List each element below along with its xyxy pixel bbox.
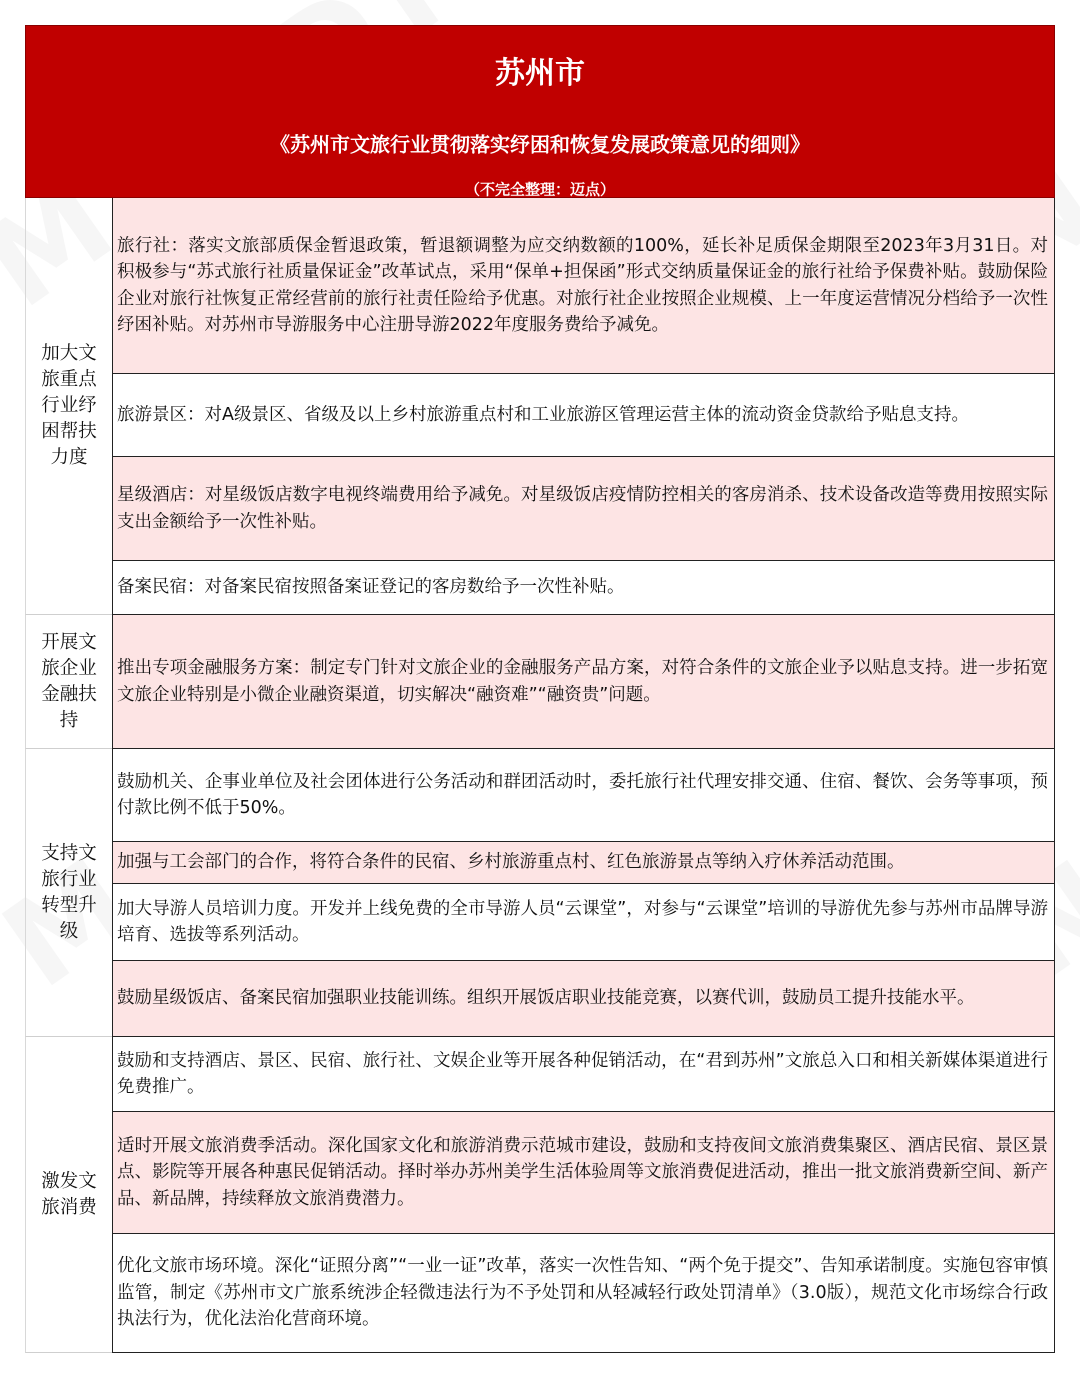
policy-row	[112, 1037, 1055, 1112]
policy-row	[112, 457, 1055, 561]
document-title: 《苏州市文旅行业贯彻落实纾困和恢复发展政策意见的细则》	[270, 132, 810, 157]
policy-text: 备案民宿：对备案民宿按照备案证登记的客房数给予一次性补贴。	[117, 577, 625, 598]
policy-text: 加强与工会部门的合作，将符合条件的民宿、乡村旅游重点村、红色旅游景点等纳入疗休养活动范围。	[117, 852, 905, 873]
policy-text: 加大导游人员培训力度。开发并上线免费的全市导游人员“云课堂”，对参与“云课堂”培训的导游优先参与苏州市品牌导游培育、选拔等系列活动。	[117, 898, 1048, 945]
category-label: 支持文旅行业转型升级	[41, 842, 97, 942]
policy-row	[112, 561, 1055, 615]
policy-row	[112, 749, 1055, 842]
category-label: 开展文旅企业金融扶持	[41, 631, 97, 731]
header-banner	[25, 25, 1055, 198]
policy-row	[112, 961, 1055, 1037]
category-cell	[25, 749, 112, 1037]
source-note: （不完全整理：迈点）	[464, 180, 615, 199]
policy-row	[112, 1112, 1055, 1234]
policy-text: 星级酒店：对星级饭店数字电视终端费用给予减免。对星级饭店疫情防控相关的客房消杀、技术设备改造等费用按照实际支出金额给予一次性补贴。	[117, 485, 1048, 532]
policy-row	[112, 1234, 1055, 1353]
policy-text: 推出专项金融服务方案：制定专门针对文旅企业的金融服务产品方案，对符合条件的文旅企业予以贴息支持。进一步拓宽文旅企业特别是小微企业融资渠道，切实解决“融资难”“融资贵”问题。	[117, 658, 1048, 705]
policy-text: 鼓励机关、企事业单位及社会团体进行公务活动和群团活动时，委托旅行社代理安排交通、住宿、餐饮、会务等事项，预付款比例不低于50%。	[117, 771, 1048, 818]
policy-text: 优化文旅市场环境。深化“证照分离”“一业一证”改革，落实一次性告知、“两个免于提交”、告知承诺制度。实施包容审慎监管，制定《苏州市文广旅系统涉企轻微违法行为不予处罚和从轻减轻行政处罚清单》（3.0版），规范文化市场综合行政执法行为，优化法治化营商环境。	[117, 1256, 1048, 1330]
category-cell	[25, 198, 112, 615]
policy-text: 适时开展文旅消费季活动。深化国家文化和旅游消费示范城市建设，鼓励和支持夜间文旅消费集聚区、酒店民宿、景区景点、影院等开展各种惠民促销活动。择时举办苏州美学生活体验周等文旅消费促进活动，推出一批文旅消费新空间、新产品、新品牌，持续释放文旅消费潜力。	[117, 1135, 1048, 1209]
city-title: 苏州市	[495, 56, 585, 91]
category-cell	[25, 615, 112, 749]
policy-row	[112, 884, 1055, 961]
policy-text: 鼓励星级饭店、备案民宿加强职业技能训练。组织开展饭店职业技能竞赛，以赛代训，鼓励员工提升技能水平。	[117, 988, 975, 1009]
category-label: 激发文旅消费	[41, 1170, 97, 1218]
category-label: 加大文旅重点行业纾困帮扶力度	[41, 343, 97, 468]
policy-row	[112, 198, 1055, 374]
category-cell	[25, 1037, 112, 1353]
policy-row	[112, 615, 1055, 749]
policy-text: 鼓励和支持酒店、景区、民宿、旅行社、文娱企业等开展各种促销活动，在“君到苏州”文旅总入口和相关新媒体渠道进行免费推广。	[117, 1050, 1048, 1097]
policy-row	[112, 374, 1055, 457]
policy-text: 旅游景区：对A级景区、省级及以上乡村旅游重点村和工业旅游区管理运营主体的流动资金贷款给予贴息支持。	[117, 404, 969, 425]
policy-row	[112, 842, 1055, 884]
policy-text: 旅行社：落实文旅部质保金暂退政策，暂退额调整为应交纳数额的100%，延长补足质保金期限至2023年3月31日。对积极参与“苏式旅行社质量保证金”改革试点，采用“保单+担保函”形式交纳质量保证金的旅行社给予保费补贴。鼓励保险企业对旅行社恢复正常经营前的旅行社责任险给予优惠。对旅行社企业按照企业规模、上一年度运营情况分档给予一次性纾困补贴。对苏州市导游服务中心注册导游2022年度服务费给予减免。	[117, 235, 1048, 335]
